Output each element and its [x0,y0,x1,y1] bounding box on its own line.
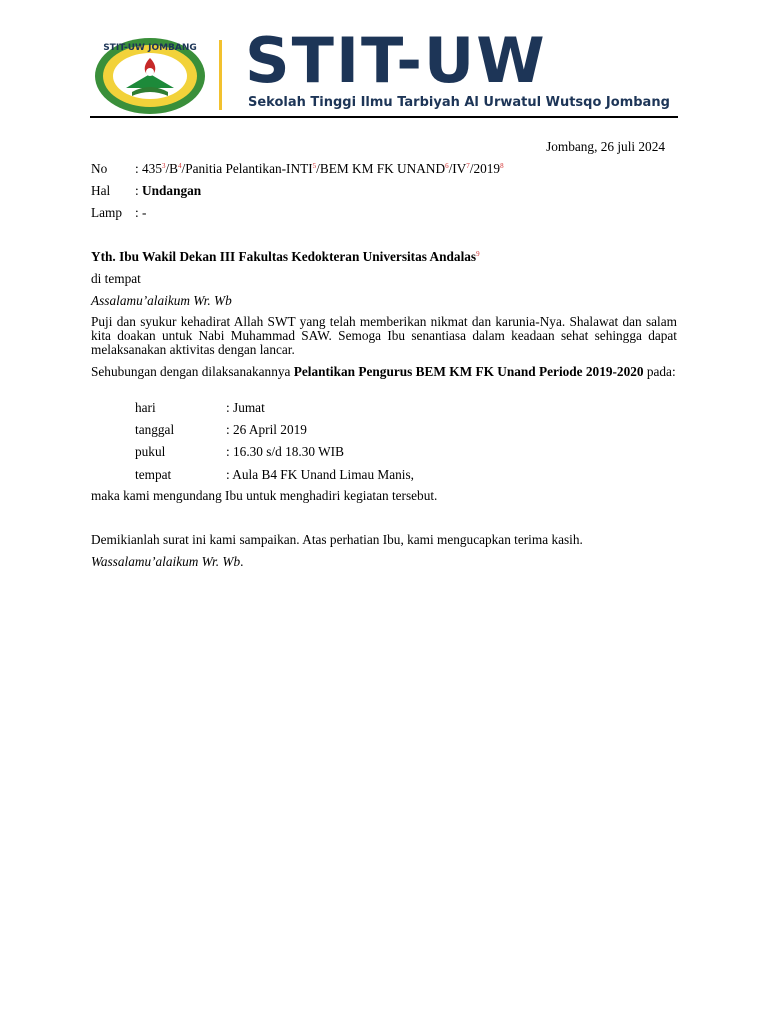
recipient-text: Yth. Ibu Wakil Dekan III Fakultas Kedokteran Universitas Andalas [91,249,477,264]
letter-number-part: /2019 [469,161,501,176]
detail-label: pukul [135,444,166,459]
closing-paragraph: Demikianlah surat ini kami sampaikan. Atas perhatian Ibu, kami mengucapkan terima kasih. [91,532,583,547]
detail-label: tempat [135,467,172,482]
divider-bar [219,40,222,110]
letter-number-part: : 435 [135,161,162,176]
paragraph-event [91,365,677,379]
institution-logo-icon [92,36,208,116]
detail-value: : Jumat [226,400,265,415]
recipient [91,249,480,265]
farewell-period: . [240,554,244,569]
paragraph-opening: Puji dan syukur kehadirat Allah SWT yang telah memberikan nikmat dan karunia-Nya. Shalawat dan salam kita doakan untuk Nabi Muhammad SAW. Semoga Ibu senantiasa dalam keadaan sehat sehingga dapat melaksanakan aktivitas dengan lancar. [91,314,677,357]
letter-number-part: /IV [448,161,467,176]
subject-value: Undangan [142,183,202,198]
letter-number-part: /B [165,161,179,176]
footnote-marker: 7 [466,162,470,170]
letterhead [90,24,680,118]
detail-label: hari [135,400,156,415]
paragraph-event-tail: pada: [643,364,676,379]
detail-value: : Aula B4 FK Unand Limau Manis, [226,467,414,482]
invite-line: maka kami mengundang Ibu untuk menghadiri kegiatan tersebut. [91,488,438,503]
hal-label: Hal [91,183,111,198]
letter-number-part: /BEM KM FK UNAND [316,161,446,176]
footnote-marker: 8 [500,162,504,170]
subject [135,183,201,199]
footnote-marker: 3 [161,162,166,170]
lamp-label: Lamp [91,205,123,220]
farewell-text: Wassalamu’alaikum Wr. Wb [91,554,241,569]
detail-label: tanggal [135,422,175,437]
footnote-marker: 9 [476,250,480,258]
footnote-marker: 5 [312,162,317,170]
detail-value: : 16.30 s/d 18.30 WIB [226,444,344,459]
detail-value: : 26 April 2019 [226,422,307,437]
letterhead-rule [90,116,678,118]
logo-text: STIT-UW JOMBANG [103,43,197,53]
footnote-marker: 4 [178,162,182,170]
greeting: Assalamu’alaikum Wr. Wb [91,293,232,308]
paragraph-event-lead: Sehubungan dengan dilaksanakannya [91,364,294,379]
brand-name: STIT-UW [245,24,547,97]
farewell [91,554,243,570]
event-name: Pelantikan Pengurus BEM KM FK Unand Periode 2019-2020 [293,364,644,379]
no-label: No [91,161,108,176]
brand-subtitle: Sekolah Tinggi Ilmu Tarbiyah Al Urwatul Wutsqo Jombang [248,95,670,110]
letter-date: Jombang, 26 juli 2024 [546,139,665,154]
letter-number [135,161,504,177]
letter-number-part: /Panitia Pelantikan-INTI [181,161,313,176]
place: di tempat [91,271,141,286]
subject-colon: : [135,183,143,198]
attachment-value: : - [135,205,147,220]
footnote-marker: 6 [445,162,449,170]
